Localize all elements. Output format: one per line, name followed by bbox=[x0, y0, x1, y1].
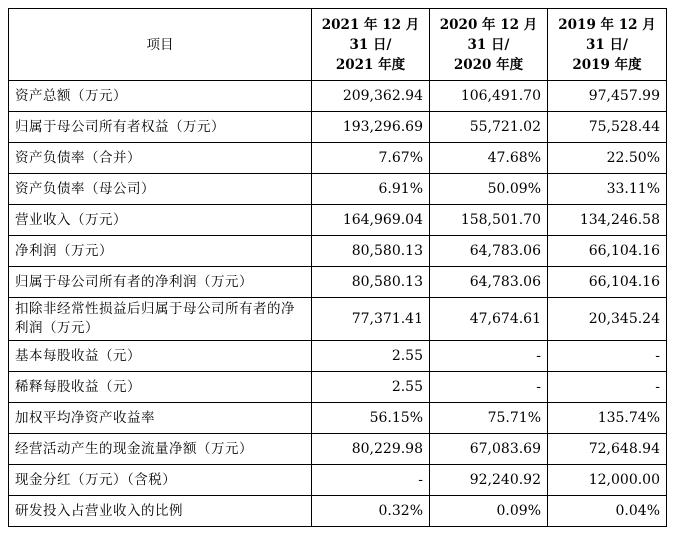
cell-2020: 158,501.70 bbox=[430, 205, 548, 236]
cell-2020: 67,083.69 bbox=[430, 434, 548, 465]
cell-2019: - bbox=[548, 341, 667, 372]
cell-2019: 66,104.16 bbox=[548, 236, 667, 267]
cell-2019: 134,246.58 bbox=[548, 205, 667, 236]
cell-2019: 97,457.99 bbox=[548, 81, 667, 112]
row-label: 现金分红（万元）（含税） bbox=[9, 465, 312, 496]
table-row bbox=[9, 236, 667, 267]
cell-2021: 80,580.13 bbox=[312, 267, 430, 298]
cell-2021: 2.55 bbox=[312, 341, 430, 372]
row-label: 资产负债率（母公司） bbox=[9, 174, 312, 205]
row-label: 研发投入占营业收入的比例 bbox=[9, 496, 312, 527]
cell-2020: 106,491.70 bbox=[430, 81, 548, 112]
row-label: 稀释每股收益（元） bbox=[9, 372, 312, 403]
cell-2021: 164,969.04 bbox=[312, 205, 430, 236]
cell-2020: 50.09% bbox=[430, 174, 548, 205]
table-row bbox=[9, 112, 667, 143]
row-label: 扣除非经常性损益后归属于母公司所有者的净利润（万元） bbox=[9, 298, 312, 341]
table-row bbox=[9, 298, 667, 341]
cell-2019: 66,104.16 bbox=[548, 267, 667, 298]
header-2021-line3: 2021 年度 bbox=[335, 56, 406, 73]
cell-2020: 55,721.02 bbox=[430, 112, 548, 143]
cell-2019: 0.04% bbox=[548, 496, 667, 527]
cell-2020: 47.68% bbox=[430, 143, 548, 174]
row-label: 归属于母公司所有者的净利润（万元） bbox=[9, 267, 312, 298]
cell-2021: 77,371.41 bbox=[312, 298, 430, 341]
table-row bbox=[9, 496, 667, 527]
header-2020-line1: 2020 年 12 月 bbox=[439, 16, 538, 33]
row-label: 加权平均净资产收益率 bbox=[9, 403, 312, 434]
header-2020-line2: 31 日/ bbox=[467, 36, 510, 53]
table-row bbox=[9, 174, 667, 205]
cell-2020: 64,783.06 bbox=[430, 236, 548, 267]
cell-2019: 72,648.94 bbox=[548, 434, 667, 465]
cell-2019: 22.50% bbox=[548, 143, 667, 174]
cell-2020: 0.09% bbox=[430, 496, 548, 527]
cell-2020: - bbox=[430, 372, 548, 403]
cell-2019: 75,528.44 bbox=[548, 112, 667, 143]
row-label: 资产负债率（合并） bbox=[9, 143, 312, 174]
header-2020 bbox=[430, 9, 548, 81]
table-row bbox=[9, 81, 667, 112]
table-row bbox=[9, 143, 667, 174]
header-item: 项目 bbox=[9, 9, 312, 81]
table-row bbox=[9, 372, 667, 403]
header-2021-line1: 2021 年 12 月 bbox=[321, 16, 420, 33]
table-header bbox=[9, 9, 667, 81]
row-label: 净利润（万元） bbox=[9, 236, 312, 267]
header-2019-line2: 31 日/ bbox=[586, 36, 628, 53]
cell-2019: 20,345.24 bbox=[548, 298, 667, 341]
cell-2019: 33.11% bbox=[548, 174, 667, 205]
row-label: 归属于母公司所有者权益（万元） bbox=[9, 112, 312, 143]
table-row bbox=[9, 341, 667, 372]
table-body bbox=[9, 81, 667, 527]
cell-2021: 56.15% bbox=[312, 403, 430, 434]
cell-2020: 47,674.61 bbox=[430, 298, 548, 341]
cell-2019: 135.74% bbox=[548, 403, 667, 434]
cell-2021: 6.91% bbox=[312, 174, 430, 205]
row-label: 资产总额（万元） bbox=[9, 81, 312, 112]
cell-2021: 0.32% bbox=[312, 496, 430, 527]
header-row bbox=[9, 9, 667, 81]
header-2019 bbox=[548, 9, 667, 81]
table-row bbox=[9, 403, 667, 434]
cell-2021: 209,362.94 bbox=[312, 81, 430, 112]
cell-2021: 80,580.13 bbox=[312, 236, 430, 267]
cell-2020: - bbox=[430, 341, 548, 372]
header-2021-line2: 31 日/ bbox=[349, 36, 392, 53]
cell-2020: 92,240.92 bbox=[430, 465, 548, 496]
cell-2021: 80,229.98 bbox=[312, 434, 430, 465]
financial-data-table bbox=[8, 8, 667, 527]
cell-2021: 2.55 bbox=[312, 372, 430, 403]
header-2021 bbox=[312, 9, 430, 81]
cell-2020: 64,783.06 bbox=[430, 267, 548, 298]
cell-2021: - bbox=[312, 465, 430, 496]
cell-2020: 75.71% bbox=[430, 403, 548, 434]
table-row bbox=[9, 434, 667, 465]
table-row bbox=[9, 465, 667, 496]
row-label: 经营活动产生的现金流量净额（万元） bbox=[9, 434, 312, 465]
cell-2019: - bbox=[548, 372, 667, 403]
cell-2019: 12,000.00 bbox=[548, 465, 667, 496]
header-2020-line3: 2020 年度 bbox=[453, 56, 524, 73]
cell-2021: 7.67% bbox=[312, 143, 430, 174]
row-label: 营业收入（万元） bbox=[9, 205, 312, 236]
table-row bbox=[9, 205, 667, 236]
cell-2021: 193,296.69 bbox=[312, 112, 430, 143]
header-2019-line1: 2019 年 12 月 bbox=[558, 16, 656, 33]
row-label: 基本每股收益（元） bbox=[9, 341, 312, 372]
table-row bbox=[9, 267, 667, 298]
header-2019-line3: 2019 年度 bbox=[572, 56, 642, 73]
